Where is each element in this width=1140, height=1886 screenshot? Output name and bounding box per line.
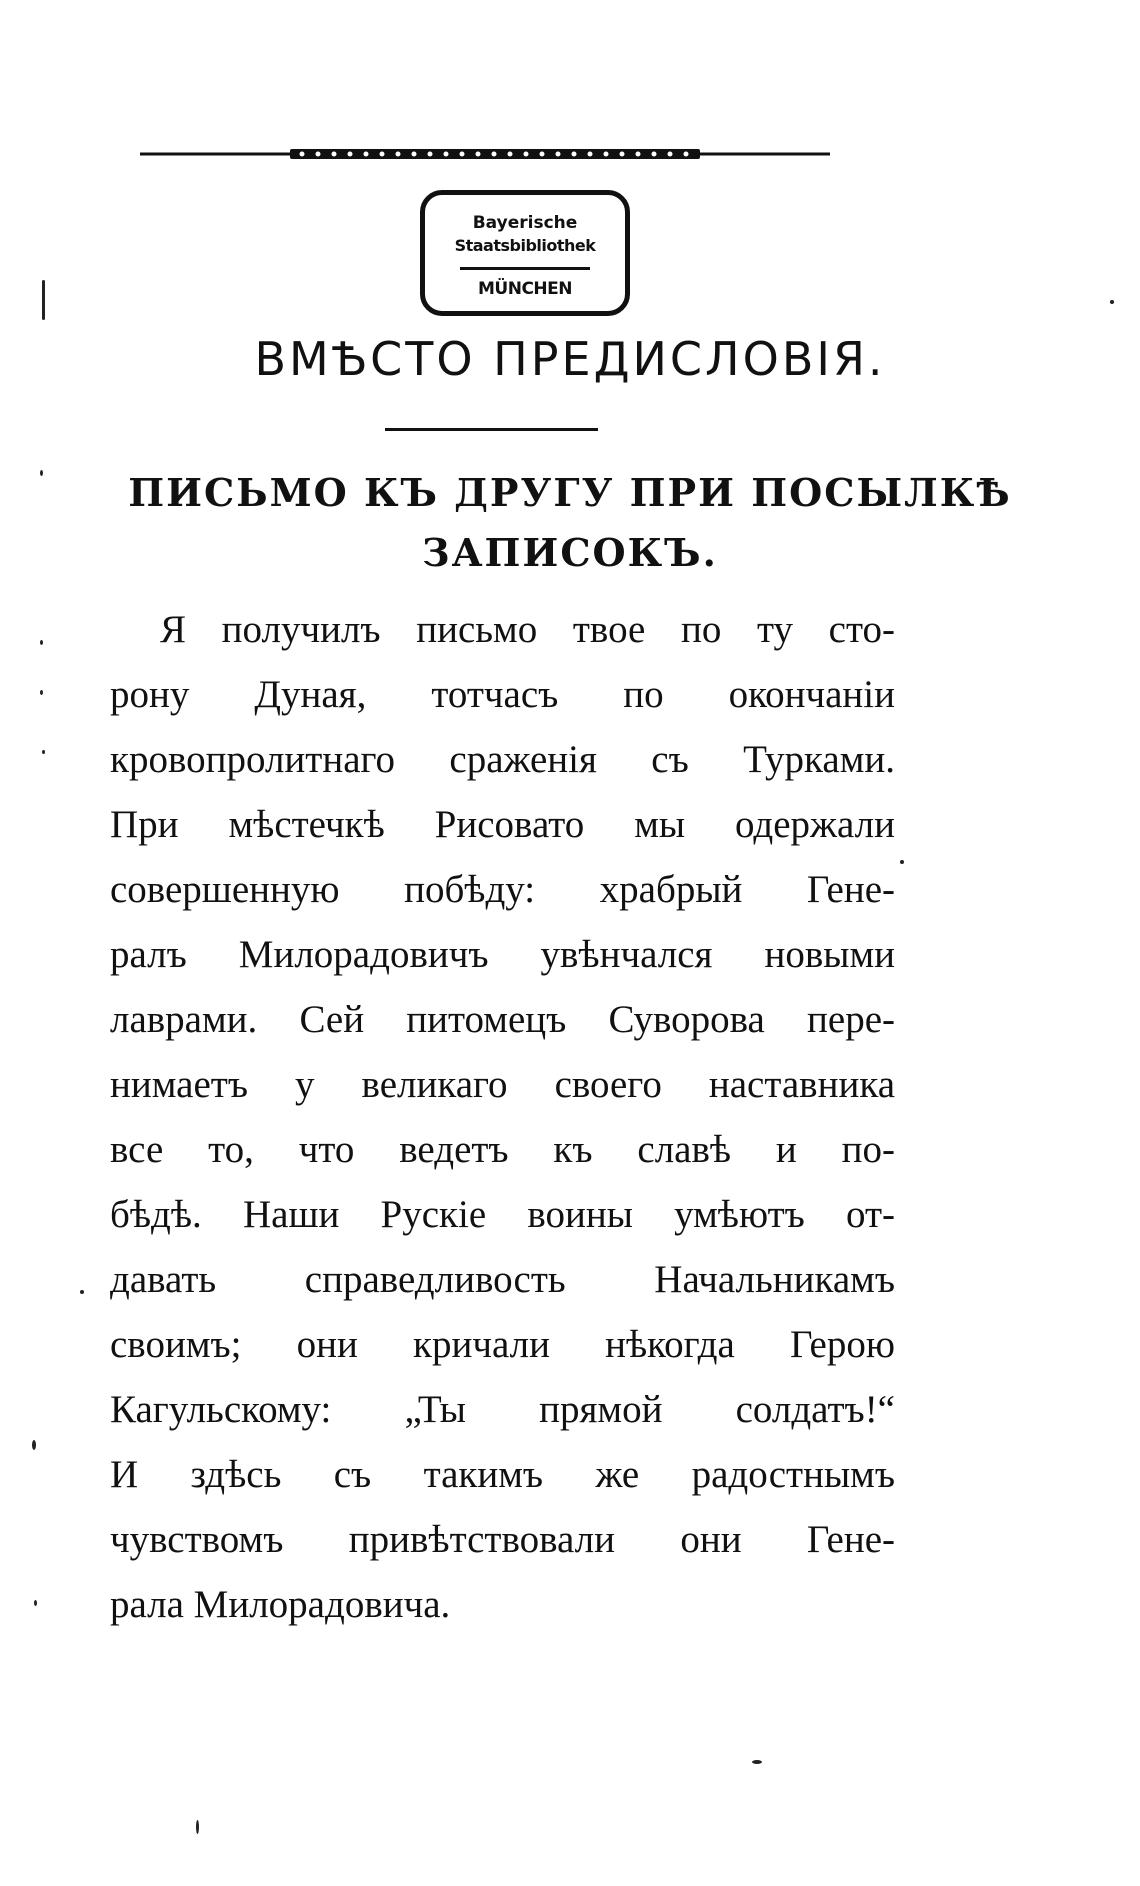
body-line: рала Милорадовича. <box>110 1583 451 1626</box>
scan-speck <box>40 470 43 476</box>
body-line: все то, что ведетъ къ славѣ и по- <box>110 1128 895 1171</box>
header-ornament-rule <box>140 145 830 163</box>
subtitle-line-2: ЗАПИСОКЪ. <box>422 530 718 575</box>
body-line: чувствомъ привѣтствовали они Гене- <box>110 1518 895 1561</box>
body-line: ралъ Милорадовичъ увѣнчался новыми <box>110 933 895 976</box>
body-line: своимъ; они кричали нѣкогда Герою <box>110 1323 895 1366</box>
page-title: ВМѢСТО ПРЕДИСЛОВІЯ. <box>254 332 886 386</box>
body-line: совершенную побѣду: храбрый Гене- <box>110 868 895 911</box>
scan-speck <box>42 750 45 754</box>
scan-speck <box>42 280 45 320</box>
body-line: давать справедливость Начальникамъ <box>110 1258 895 1301</box>
body-line: кровопролитнаго сраженія съ Турками. <box>110 738 895 781</box>
library-stamp <box>420 190 630 316</box>
body-line: Кагульскому: „Ты прямой солдатъ!“ <box>110 1388 895 1431</box>
scan-speck <box>34 1600 37 1606</box>
scan-speck <box>80 1290 84 1294</box>
body-line: рону Дуная, тотчасъ по окончаніи <box>110 673 895 716</box>
scan-speck <box>196 1820 199 1834</box>
stamp-divider <box>460 267 590 270</box>
scan-speck <box>1110 300 1114 304</box>
body-line: бѣдѣ. Наши Рускіе воины умѣютъ от- <box>110 1193 895 1236</box>
scan-speck <box>900 860 904 864</box>
body-line: Я получилъ письмо твое по ту сто- <box>160 608 895 651</box>
stamp-line-1: Bayerische <box>472 213 578 233</box>
scan-speck <box>40 640 43 645</box>
scan-speck <box>32 1440 36 1450</box>
body-line: И здѣсь съ такимъ же радостнымъ <box>110 1453 895 1496</box>
title-divider <box>385 428 598 431</box>
stamp-line-2: Staatsbibliothek <box>454 236 596 255</box>
stamp-line-3: MÜNCHEN <box>478 279 572 299</box>
body-line: нимаетъ у великаго своего наставника <box>110 1063 895 1106</box>
scan-speck <box>752 1760 762 1764</box>
body-line: При мѣстечкѣ Рисовато мы одержали <box>110 803 895 846</box>
scan-speck <box>40 690 43 695</box>
body-line: лаврами. Сей питомецъ Суворова пере- <box>110 998 895 1041</box>
subtitle-line-1: ПИСЬМО КЪ ДРУГУ ПРИ ПОСЫЛКѢ <box>128 470 1012 515</box>
